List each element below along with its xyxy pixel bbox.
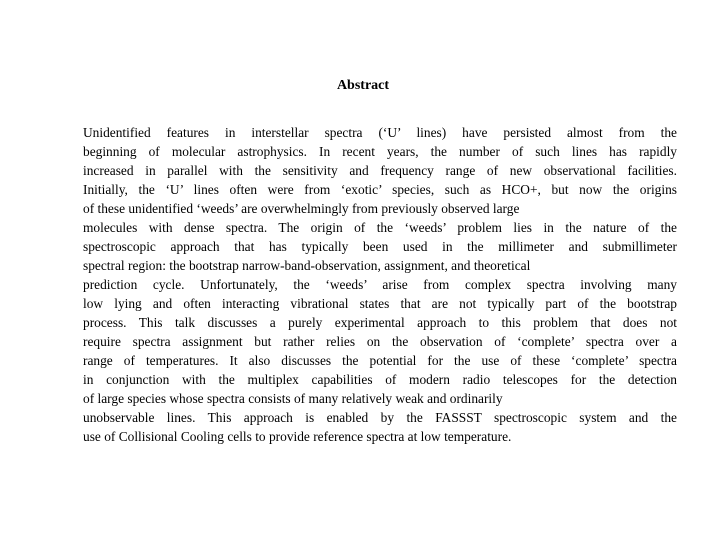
- abstract-line: range of temperatures. It also discusses the potential for the use of these ‘complete’ spectra: [83, 353, 677, 368]
- abstract-line: molecules with dense spectra. The origin of the ‘weeds’ problem lies in the nature of the: [83, 220, 677, 235]
- abstract-line: use of Collisional Cooling cells to provide reference spectra at low temperature.: [83, 429, 512, 444]
- abstract-line: spectral region: the bootstrap narrow-band-observation, assignment, and theoretical: [83, 258, 531, 273]
- abstract-title: Abstract: [336, 78, 390, 93]
- abstract-line: unobservable lines. This approach is enabled by the FASSST spectroscopic system and the: [83, 410, 677, 425]
- abstract-line: prediction cycle. Unfortunately, the ‘weeds’ arise from complex spectra involving many: [83, 277, 677, 292]
- abstract-line: low lying and often interacting vibrational states that are not typically part of the bootstrap: [83, 296, 677, 311]
- abstract-line: Unidentified features in interstellar spectra (‘U’ lines) have persisted almost from the: [83, 125, 677, 140]
- abstract-line: of these unidentified ‘weeds’ are overwhelmingly from previously observed large: [83, 201, 520, 216]
- abstract-line: of large species whose spectra consists of many relatively weak and ordinarily: [83, 391, 503, 406]
- abstract-line: require spectra assignment but rather relies on the observation of ‘complete’ spectra over a: [83, 334, 677, 349]
- abstract-line: spectroscopic approach that has typically been used in the millimeter and submillimeter: [83, 239, 677, 254]
- abstract-body: [83, 123, 677, 446]
- abstract-line: increased in parallel with the sensitivity and frequency range of new observational facilities.: [83, 163, 677, 178]
- abstract-line: in conjunction with the multiplex capabilities of modern radio telescopes for the detection: [83, 372, 677, 387]
- abstract-line: process. This talk discusses a purely experimental approach to this problem that does not: [83, 315, 677, 330]
- abstract-line: beginning of molecular astrophysics. In recent years, the number of such lines has rapidly: [83, 144, 677, 159]
- abstract-line: Initially, the ‘U’ lines often were from ‘exotic’ species, such as HCO+, but now the origins: [83, 182, 677, 197]
